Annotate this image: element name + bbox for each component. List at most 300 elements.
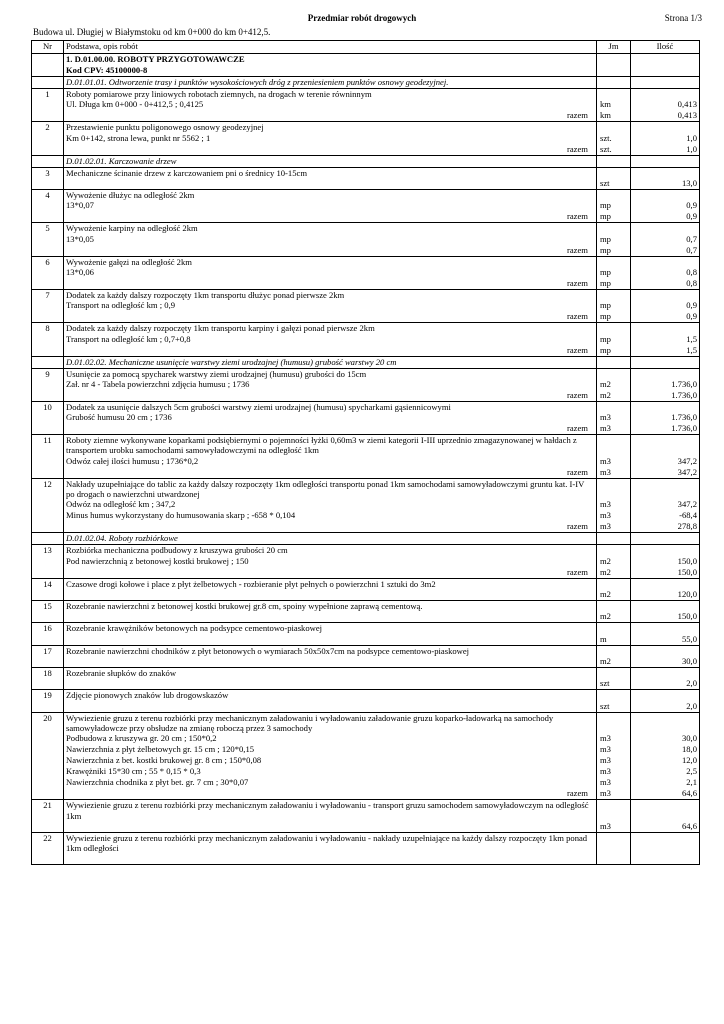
calc-text: Km 0+142, strona lewa, punkt nr 5562 ; 1 [66,132,211,143]
sum-quantity: 0,413 [677,110,697,121]
calc-line [66,300,594,311]
calc-text: 13*0,05 [66,233,94,244]
item-number: 16 [32,623,64,645]
calc-text [66,611,548,622]
calc-unit: m3 [600,455,611,466]
spec-row [32,77,700,89]
calc-unit: m3 [600,755,611,766]
spec-title: D.01.01.01. Odtworzenie trasy i punktów wysokościowych dróg z przeniesieniem punktów osnowy geodezyjnej. [66,77,449,87]
spec-qty-cell [631,77,700,89]
razem-label: razem [567,311,588,322]
calc-line [66,733,594,744]
razem-label: razem [567,110,588,121]
item-number: 21 [32,800,64,833]
table-row [32,89,700,122]
item-quantity-cell [631,712,700,800]
table-row [32,289,700,322]
calc-unit: mp [600,333,611,344]
calc-line [66,379,594,390]
project-subtitle: Budowa ul. Długiej w Białymstoku od km 0+000 do km 0+412,5. [33,27,271,37]
calc-line [66,678,594,689]
calc-quantity: 347,2 [677,455,697,466]
spec-cell [64,356,597,368]
sum-unit: mp [600,277,611,288]
calc-text: 13*0,07 [66,200,94,211]
item-quantity-cell [631,89,700,122]
item-title: Przestawienie punktu poligonowego osnowy geodezyjnej [66,122,264,133]
item-description-cell [64,256,597,289]
item-description-cell [64,289,597,322]
calc-spacer [548,499,594,510]
calc-quantity: 0,7 [686,233,697,244]
sum-unit: mp [600,344,611,355]
item-title: Czasowe drogi kołowe i place z płyt żelbetowych - rozbieranie płyt pełnych o powierzchni 1 sztuki do 3m2 [66,578,436,589]
sum-unit: m3 [600,466,611,477]
spec-cell [64,77,597,89]
calc-text: Minus humus wykorzystany do humusowania skarp ; -658 * 0,104 [66,510,296,521]
item-number: 4 [32,189,64,222]
calc-quantity: 64,6 [681,820,697,831]
calc-unit: m2 [600,378,611,389]
sum-line [66,423,594,434]
item-description-cell [64,545,597,578]
calc-line [66,510,594,521]
calc-spacer [548,733,594,744]
item-title: Roboty ziemne wykonywane koparkami podsiębiernymi o pojemności łyżki 0,60m3 w ziemi kategorii I-III uprzednio zmagazynowanej w hałdach z transportem urobku samochodami samowyładowczymi na odległość 1km [66,435,577,456]
calc-text: Grubość humusu 20 cm ; 1736 [66,412,172,423]
sum-spacer [66,521,548,532]
calc-spacer [548,412,594,423]
razem-label: razem [567,566,588,577]
item-description-cell [64,89,597,122]
table-row [32,578,700,600]
item-number: 20 [32,712,64,800]
calc-text: Krawężniki 15*30 cm ; 55 * 0,15 * 0,3 [66,766,201,777]
item-unit-cell [597,545,631,578]
item-unit-cell [597,368,631,401]
item-description-cell [64,601,597,623]
sum-quantity: 0,9 [686,211,697,222]
item-number: 13 [32,545,64,578]
calc-text: Odwóz całej ilości humusu ; 1736*0,2 [66,455,199,466]
calc-spacer [548,678,594,689]
item-description-cell [64,800,597,833]
item-unit-cell [597,223,631,256]
table-row [32,645,700,667]
calc-text [66,634,548,645]
item-quantity-cell [631,189,700,222]
item-quantity-cell [631,289,700,322]
calc-unit: m3 [600,744,611,755]
calc-unit: szt [600,177,610,188]
calc-unit: m3 [600,499,611,510]
sum-line [66,278,594,289]
table-row [32,223,700,256]
calc-line [66,456,594,467]
spec-title: D.01.02.04. Roboty rozbiórkowe [66,533,178,544]
razem-label: razem [567,389,588,400]
calc-spacer [548,379,594,390]
sum-spacer [66,567,548,578]
item-description-cell [64,832,597,865]
item-description-cell [64,223,597,256]
calc-quantity: 30,0 [681,655,697,666]
calc-text: Zał. nr 4 - Tabela powierzchni zdjęcia humusu ; 1736 [66,378,250,389]
column-header-nr: Nr [32,41,64,54]
calc-text: Transport na odległość km ; 0,9 [66,300,176,311]
sum-unit: mp [600,311,611,322]
item-number: 15 [32,601,64,623]
sum-unit: szt. [600,143,612,154]
sum-quantity: 1.736,0 [671,389,697,400]
column-header-description: Podstawa, opis robót [64,41,597,54]
calc-text: Podbudowa z kruszywa gr. 20 cm ; 150*0,2 [66,733,217,744]
calc-line [66,200,594,211]
calc-unit: szt. [600,132,612,143]
sum-spacer [66,390,548,401]
calc-text: Nawierzchnia chodnika z płyt bet. gr. 7 cm ; 30*0,07 [66,777,249,788]
item-description-cell [64,323,597,356]
calc-spacer [548,200,594,211]
calc-text: Nawierzchnia z płyt żelbetowych gr. 15 cm ; 120*0,15 [66,744,255,755]
item-title: Wywiezienie gruzu z terenu rozbiórki przy mechanicznym załadowaniu i wyładowaniu załadowanie gruzu koparko-ładowarką na samochody samowyładowcze przy obsłudze na zmianę roboczą przez 3 samochody [66,712,554,733]
item-quantity-cell [631,323,700,356]
spec-nr-cell [32,533,64,545]
calc-text [66,589,548,600]
table-row [32,832,700,865]
razem-label: razem [567,423,588,434]
item-unit-cell [597,601,631,623]
item-unit-cell [597,645,631,667]
table-row [32,401,700,434]
calc-spacer [548,611,594,622]
item-description-cell [64,368,597,401]
table-row [32,435,700,479]
item-number: 6 [32,256,64,289]
item-unit-cell [597,623,631,645]
razem-label: razem [567,466,588,477]
spec-row [32,533,700,545]
sum-spacer [66,211,548,222]
sum-unit: m2 [600,566,611,577]
item-number: 10 [32,401,64,434]
calc-text: Ul. Długa km 0+000 - 0+412,5 ; 0,4125 [66,99,204,110]
sum-line [66,467,594,478]
table-row [32,690,700,712]
calc-spacer [548,178,594,189]
calc-unit: mp [600,300,611,311]
item-description-cell [64,623,597,645]
item-title: Wywiezienie gruzu z terenu rozbiórki przy mechanicznym załadowaniu i wyładowaniu - transport gruzu samochodem samowyładowczym na odległość 1km [66,800,589,821]
section-title: 1. D.01.00.00. ROBOTY PRZYGOTOWAWCZE [66,54,245,64]
item-description-cell [64,122,597,155]
section-unit-cell [597,54,631,77]
razem-label: razem [567,143,588,154]
item-description-cell [64,645,597,667]
table-row [32,712,700,800]
sum-line [66,245,594,256]
calc-text [66,701,548,712]
calc-spacer [548,589,594,600]
calc-spacer [548,510,594,521]
calc-spacer [548,701,594,712]
item-quantity-cell [631,401,700,434]
item-number: 22 [32,832,64,865]
item-number: 14 [32,578,64,600]
item-unit-cell [597,832,631,865]
calc-quantity: -68,4 [679,510,697,521]
calc-quantity: 0,9 [686,300,697,311]
item-title: Rozebranie nawierzchni chodników z płyt betonowych o wymiarach 50x50x7cm na podsypce cementowo-piaskowej [66,645,470,656]
column-header-unit: Jm [597,41,631,54]
calc-spacer [548,267,594,278]
spec-unit-cell [597,155,631,167]
sum-spacer [66,311,548,322]
item-number: 2 [32,122,64,155]
blank-line [66,853,594,864]
spec-title: D.01.02.01. Karczowanie drzew [66,155,177,166]
sum-spacer [66,423,548,434]
table-row [32,545,700,578]
calc-unit: szt [600,700,610,711]
section-row [32,54,700,77]
calc-unit: szt [600,678,610,689]
calc-text: Pod nawierzchnią z betonowej kostki brukowej ; 150 [66,555,249,566]
calc-quantity: 120,0 [677,589,697,599]
calc-line [66,701,594,712]
section-qty-cell [631,54,700,77]
calc-line [66,821,594,832]
item-quantity-cell [631,667,700,689]
item-quantity-cell [631,368,700,401]
sum-unit: m3 [600,788,611,799]
sum-spacer [66,467,548,478]
calc-unit: mp [600,233,611,244]
item-title: Nakłady uzupełniające do tablic za każdy dalszy rozpoczęty 1km odległości transportu ponad 1km samochodami samowyładowczymi gruntu kat. I-IV po drogach o nawierzchni utwardzonej [66,478,585,500]
spec-row [32,155,700,167]
table-row [32,256,700,289]
sum-quantity: 150,0 [677,566,697,577]
item-quantity-cell [631,122,700,155]
sum-quantity: 1,5 [686,344,697,355]
item-description-cell [64,712,597,800]
calc-spacer [548,821,594,832]
item-title: Dodatek za usunięcie dalszych 5cm grubości warstwy ziemi urodzajnej (humusu) spycharkami gąsiennicowymi [66,401,451,412]
sum-quantity: 1.736,0 [671,423,697,434]
calc-quantity: 1.736,0 [671,412,697,423]
calc-line [66,178,594,189]
calc-text: 13*0,06 [66,266,94,277]
item-unit-cell [597,256,631,289]
table-row [32,623,700,645]
sum-unit: m2 [600,389,611,400]
item-number: 17 [32,645,64,667]
sum-quantity: 347,2 [677,466,697,477]
calc-quantity: 12,0 [681,755,697,766]
calc-spacer [548,656,594,667]
calc-line [66,611,594,622]
item-number: 11 [32,435,64,479]
item-title: Wywożenie dłużyc na odległość 2km [66,189,195,200]
item-quantity-cell [631,690,700,712]
razem-label: razem [567,211,588,222]
calc-quantity: 13,0 [681,177,697,188]
sum-line [66,521,594,532]
razem-label: razem [567,244,588,255]
item-quantity-cell [631,623,700,645]
calc-line [66,589,594,600]
table-row [32,601,700,623]
calc-unit: m2 [600,589,611,599]
item-description-cell [64,690,597,712]
sum-spacer [66,110,548,121]
spec-cell [64,533,597,545]
spec-qty-cell [631,155,700,167]
calc-spacer [548,556,594,567]
item-quantity-cell [631,832,700,865]
spec-qty-cell [631,533,700,545]
calc-text [66,821,548,832]
section-cpv-code: Kod CPV: 45100000-8 [66,65,148,75]
sum-unit: m3 [600,423,611,434]
calc-quantity: 1,0 [686,132,697,143]
sum-line [66,311,594,322]
item-number: 1 [32,89,64,122]
calc-line [66,777,594,788]
table-row [32,667,700,689]
item-unit-cell [597,122,631,155]
spec-title: D.01.02.02. Mechaniczne usunięcie warstwy ziemi urodzajnej (humusu) grubość warstwy 20 cm [66,356,397,367]
sum-spacer [66,788,548,799]
sum-quantity: 0,8 [686,277,697,288]
calc-line [66,234,594,245]
calc-quantity: 2,5 [686,766,697,777]
sum-quantity: 0,7 [686,244,697,255]
calc-line [66,556,594,567]
sum-line [66,567,594,578]
spec-nr-cell [32,356,64,368]
item-quantity-cell [631,167,700,189]
document-title: Przedmiar robót drogowych [307,13,417,23]
item-quantity-cell [631,645,700,667]
sum-line [66,144,594,155]
sum-quantity: 0,9 [686,311,697,322]
item-number: 5 [32,223,64,256]
calc-spacer [548,456,594,467]
calc-unit: m [600,633,607,644]
estimate-table [31,40,700,865]
calc-line [66,499,594,510]
item-number: 9 [32,368,64,401]
calc-spacer [548,334,594,345]
sum-line [66,345,594,356]
spec-row [32,356,700,368]
item-unit-cell [597,89,631,122]
sum-unit: mp [600,211,611,222]
sum-unit: mp [600,244,611,255]
sum-spacer [66,278,548,289]
table-row [32,323,700,356]
calc-quantity: 0,8 [686,266,697,277]
item-number: 8 [32,323,64,356]
calc-quantity: 30,0 [681,733,697,744]
item-quantity-cell [631,601,700,623]
section-cell [64,54,597,77]
sum-spacer [66,245,548,256]
calc-text: Transport na odległość km ; 0,7+0,8 [66,333,191,344]
calc-spacer [548,634,594,645]
table-row [32,189,700,222]
spec-unit-cell [597,356,631,368]
calc-unit: mp [600,266,611,277]
item-unit-cell [597,578,631,600]
calc-unit: m2 [600,555,611,566]
calc-spacer [548,766,594,777]
calc-unit: m2 [600,611,611,622]
item-title: Roboty pomiarowe przy liniowych robotach ziemnych, na drogach w terenie równinnym [66,89,372,99]
item-unit-cell [597,189,631,222]
calc-text [66,678,548,689]
item-unit-cell [597,478,631,533]
calc-spacer [548,234,594,245]
item-quantity-cell [631,256,700,289]
calc-quantity: 347,2 [677,499,697,510]
calc-quantity: 2,0 [686,700,697,711]
calc-quantity: 0,413 [677,99,697,110]
calc-spacer [548,755,594,766]
item-title: Dodatek za każdy dalszy rozpoczęty 1km transportu dłużyc ponad pierwsze 2km [66,289,345,300]
spec-cell [64,155,597,167]
table-row [32,167,700,189]
item-unit-cell [597,690,631,712]
spec-nr-cell [32,77,64,89]
item-unit-cell [597,712,631,800]
item-title: Mechaniczne ścinanie drzew z karczowaniem pni o średnicy 10-15cm [66,167,307,178]
calc-spacer [548,300,594,311]
sum-quantity: 278,8 [677,521,697,532]
item-description-cell [64,578,597,600]
item-number: 7 [32,289,64,322]
item-unit-cell [597,667,631,689]
page-number: Strona 1/3 [664,13,702,23]
spec-qty-cell [631,356,700,368]
razem-label: razem [567,277,588,288]
section-nr-cell [32,54,64,77]
item-title: Wywiezienie gruzu z terenu rozbiórki przy mechanicznym załadowaniu i wyładowaniu - nakłady uzupełniające na każdy dalszy rozpoczęty 1km ponad 1km odległości [66,832,588,854]
table-row [32,478,700,533]
razem-label: razem [567,788,588,799]
item-unit-cell [597,800,631,833]
calc-text [66,178,548,189]
item-number: 19 [32,690,64,712]
item-number: 18 [32,667,64,689]
item-number: 3 [32,167,64,189]
sum-quantity: 64,6 [681,788,697,799]
calc-unit: m3 [600,733,611,744]
item-quantity-cell [631,578,700,600]
item-number: 12 [32,478,64,533]
item-quantity-cell [631,223,700,256]
item-title: Wywożenie gałęzi na odległość 2km [66,256,192,267]
calc-line [66,334,594,345]
item-title: Rozebranie krawężników betonowych na podsypce cementowo-piaskowej [66,623,323,634]
item-title: Rozebranie nawierzchni z betonowej kostki brukowej gr.8 cm, spoiny wypełnione zaprawą cementową. [66,601,423,611]
table-body [32,54,700,865]
table-row [32,368,700,401]
sum-line [66,390,594,401]
item-description-cell [64,189,597,222]
calc-unit: m2 [600,655,611,666]
